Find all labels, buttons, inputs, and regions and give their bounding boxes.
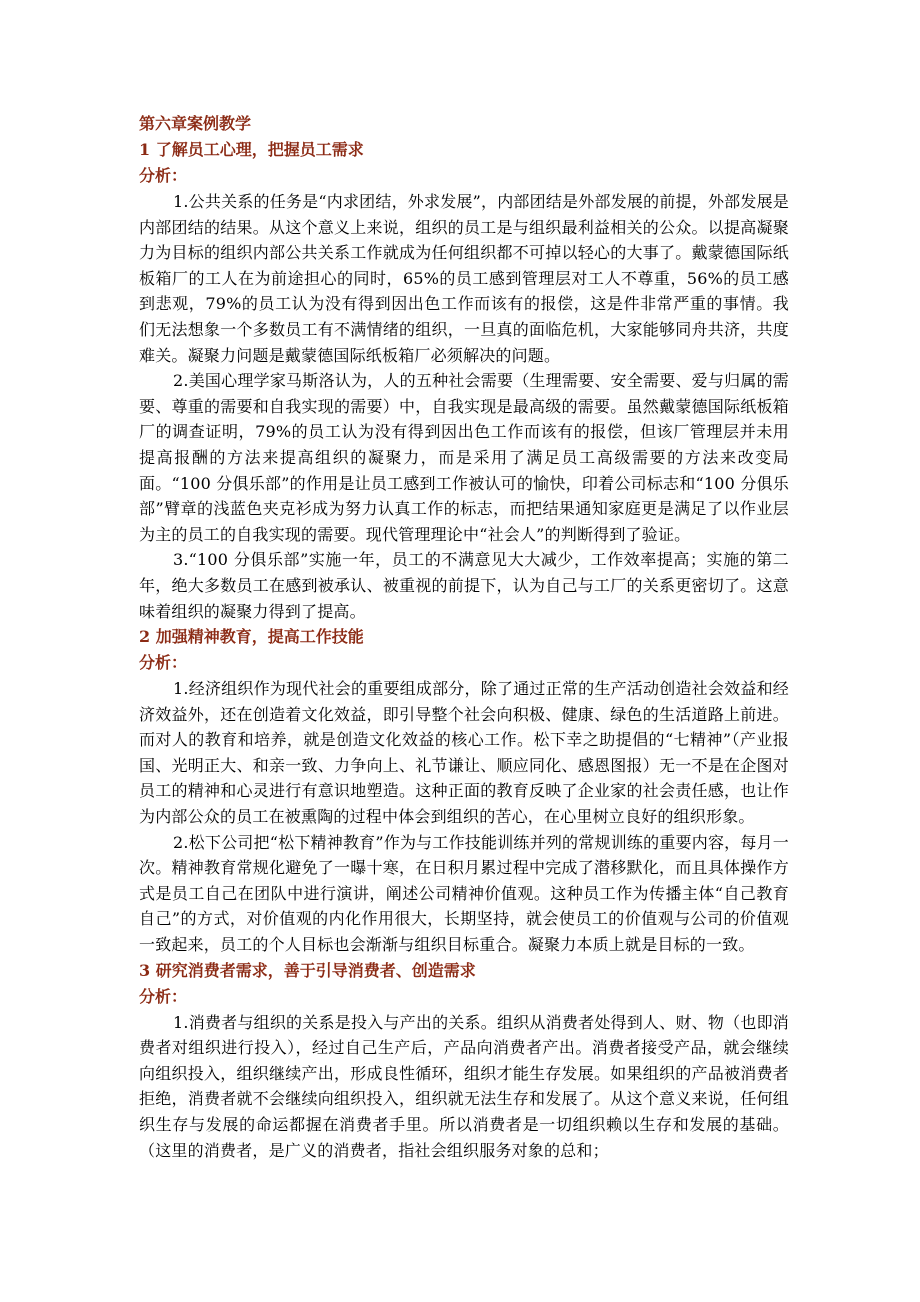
- section-heading: 1 了解员工心理，把握员工需求: [139, 140, 364, 159]
- paragraph: 1.消费者与组织的关系是投入与产出的关系。组织从消费者处得到人、财、物（也即消费者对组织进行投入），经过自己生产后，产品向消费者产出。消费者接受产品，就会继续向组织投入，组织继续产出，形成良性循环，组织才能生存发展。如果组织的产品被消费者拒绝，消费者就不会继续向组织投入，组织就无法生存和发展了。从这个意义来说，任何组织生存与发展的命运都握在消费者手里。所以消费者是一切组织赖以生存和发展的基础。（这里的消费者，是广义的消费者，指社会组织服务对象的总和；: [139, 1012, 789, 1160]
- section-heading: 2 加强精神教育，提高工作技能: [139, 627, 364, 647]
- analysis-label: 分析：: [139, 166, 188, 185]
- paragraph: 2.松下公司把“松下精神教育”作为与工作技能训练并列的常规训练的重要内容，每月一次。精神教育常规化避免了一曝十寒，在日积月累过程中完成了潜移默化，而且具体操作方式是员工自己在团队中进行演讲，阐述公司精神价值观。这种员工作为传播主体“自己教育自己”的方式，对价值观的内化作用很大，长期坚持，就会使员工的价值观与公司的价值观一致起来，员工的个人目标也会渐渐与组织目标重合。凝聚力本质上就是目标的一致。: [139, 832, 789, 955]
- document-page: [139, 111, 789, 1163]
- paragraph: 3.“100 分俱乐部”实施一年，员工的不满意见大大减少，工作效率提高；实施的第二年，绝大多数员工在感到被承认、被重视的前提下，认为自己与工厂的关系更密切了。这意味着组织的凝聚力得到了提高。: [139, 550, 789, 621]
- paragraph: 2.美国心理学家马斯洛认为，人的五种社会需要（生理需要、安全需要、爱与归属的需要、尊重的需要和自我实现的需要）中，自我实现是最高级的需要。虽然戴蒙德国际纸板箱厂的调查证明，79%的员工认为没有得到因出色工作而该有的报偿，但该厂管理层并未用提高报酬的方法来提高组织的凝聚力，而是采用了满足员工高级需要的方法来改变局面。“100 分俱乐部”的作用是让员工感到工作被认可的愉快，印着公司标志和“100 分俱乐部”臂章的浅蓝色夹克衫成为努力认真工作的标志，而把结果通知家庭更是满足了以作业层为主的员工的自我实现的需要。现代管理理论中“社会人”的判断得到了验证。: [139, 371, 789, 544]
- analysis-label: 分析：: [139, 653, 188, 673]
- paragraph: 1.经济组织作为现代社会的重要组成部分，除了通过正常的生产活动创造社会效益和经济效益外，还在创造着文化效益，即引导整个社会向积极、健康、绿色的生活道路上前进。而对人的教育和培养，就是创造文化效益的核心工作。松下幸之助提倡的“七精神”（产业报国、光明正大、和亲一致、力争向上、礼节谦让、顺应同化、感恩图报）无一不是在企图对员工的精神和心灵进行有意识地塑造。这种正面的教育反映了企业家的社会责任感，也让作为内部公众的员工在被熏陶的过程中体会到组织的苦心，在心里树立良好的组织形象。: [139, 679, 789, 827]
- paragraph: 1.公共关系的任务是“内求团结，外求发展”，内部团结是外部发展的前提，外部发展是内部团结的结果。从这个意义上来说，组织的员工是与组织最利益相关的公众。以提高凝聚力为目标的组织内部公共关系工作就成为任何组织都不可掉以轻心的大事了。戴蒙德国际纸板箱厂的工人在为前途担心的同时，65%的员工感到管理层对工人不尊重，56%的员工感到悲观，79%的员工认为没有得到因出色工作而该有的报偿，这是件非常严重的事情。我们无法想象一个多数员工有不满情绪的组织，一旦真的面临危机，大家能够同舟共济，共度难关。凝聚力问题是戴蒙德国际纸板箱厂必须解决的问题。: [139, 192, 789, 365]
- analysis-label: 分析：: [139, 986, 188, 1006]
- chapter-title: 第六章案例教学: [139, 114, 252, 133]
- section-heading: 3 研究消费者需求，善于引导消费者、创造需求: [139, 960, 476, 980]
